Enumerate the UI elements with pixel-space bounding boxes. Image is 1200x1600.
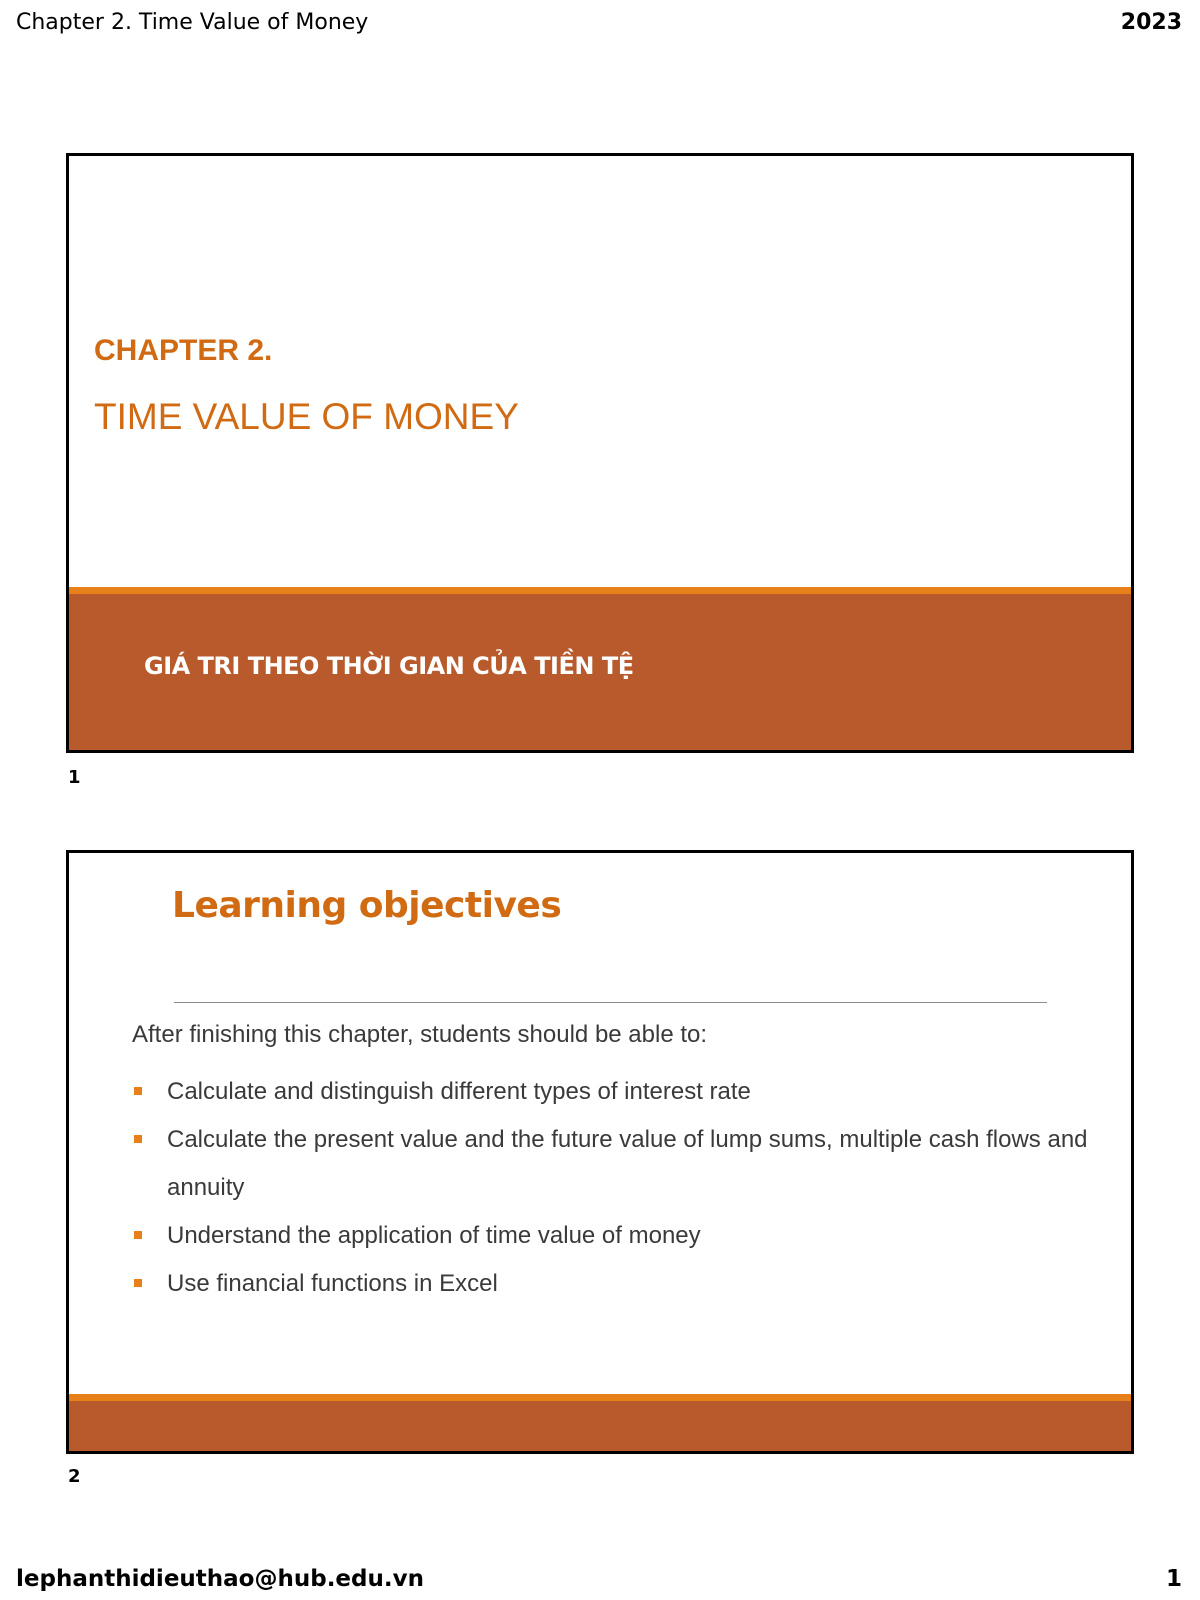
list-item-text: Calculate the present value and the future value of lump sums, multiple cash flows and annuity <box>167 1126 1088 1201</box>
list-item-text: Understand the application of time value of money <box>167 1222 701 1249</box>
footer-page-number: 1 <box>1165 1566 1182 1592</box>
chapter-subtitle: GIÁ TRI THEO THỜI GIAN CỦA TIỀN TỆ <box>144 652 634 680</box>
list-item-text: Use financial functions in Excel <box>167 1270 498 1297</box>
list-item <box>132 1116 1092 1212</box>
square-bullet-icon <box>134 1087 142 1095</box>
accent-strip <box>69 587 1131 594</box>
footer-email: lephanthidieuthao@hub.edu.vn <box>16 1566 424 1592</box>
title-band <box>69 594 1131 750</box>
list-item-text: Calculate and distinguish different types of interest rate <box>167 1078 751 1105</box>
list-item <box>132 1212 1092 1260</box>
square-bullet-icon <box>134 1231 142 1239</box>
square-bullet-icon <box>134 1279 142 1287</box>
objectives-list <box>132 1068 1092 1308</box>
slide-number: 1 <box>68 767 81 788</box>
slide-number: 2 <box>68 1466 81 1487</box>
title-divider <box>174 1002 1047 1003</box>
footer-band <box>69 1401 1131 1451</box>
slide-1 <box>66 153 1134 753</box>
objectives-intro: After finishing this chapter, students should be able to: <box>132 1021 708 1048</box>
header-title: Chapter 2. Time Value of Money <box>16 10 369 35</box>
list-item <box>132 1068 1092 1116</box>
slide-title: Learning objectives <box>172 885 562 926</box>
list-item <box>132 1260 1092 1308</box>
accent-strip <box>69 1394 1131 1401</box>
chapter-kicker: CHAPTER 2. <box>94 334 273 367</box>
chapter-title: TIME VALUE OF MONEY <box>94 396 519 437</box>
slide-2 <box>66 850 1134 1454</box>
header-year: 2023 <box>1120 10 1182 35</box>
square-bullet-icon <box>134 1135 142 1143</box>
